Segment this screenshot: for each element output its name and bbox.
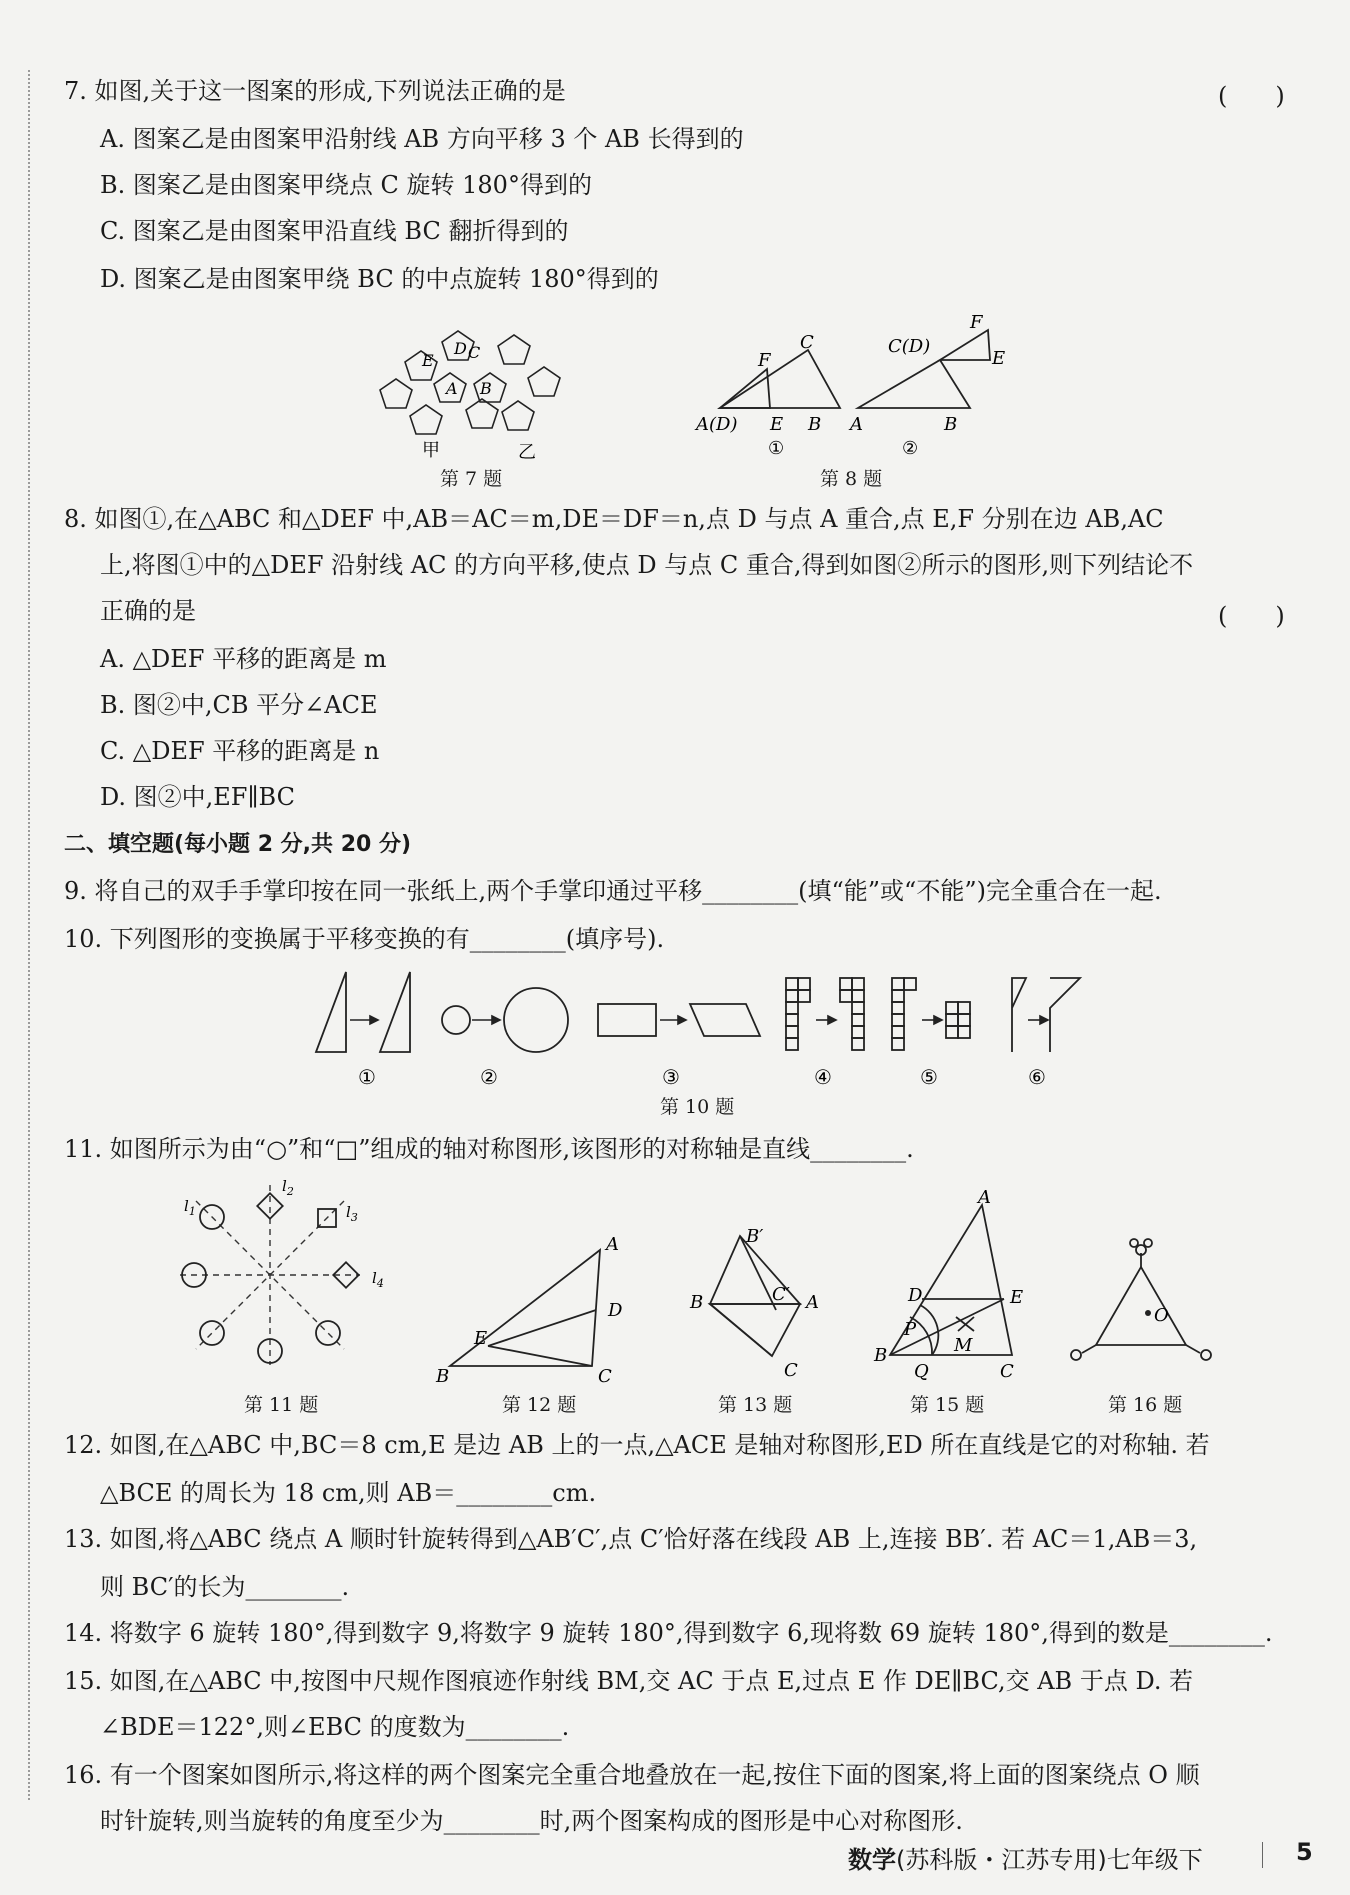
- svg-text:E: E: [422, 351, 434, 370]
- q7-pentagon-figure: [370, 318, 570, 463]
- q14-text: 14. 将数字 6 旋转 180°,得到数字 9,将数字 9 旋转 180°,得到数字 6,现将数 69 旋转 180°,得到的数是________.: [64, 1619, 1273, 1647]
- svg-text:F: F: [758, 350, 771, 371]
- footer-divider: [1262, 1842, 1263, 1868]
- svg-text:l1: $l_1$: [184, 1197, 196, 1218]
- svg-text:C: C: [800, 332, 814, 353]
- q7-label-jia: 甲: [422, 440, 440, 461]
- q16-caption: 第 16 题: [1108, 1394, 1183, 1416]
- q16-line1: 16. 有一个图案如图所示,将这样的两个图案完全重合地叠放在一起,按住下面的图案,将上面的图案绕点 O 顺: [64, 1761, 1200, 1789]
- q7-stem: 7. 如图,关于这一图案的形成,下列说法正确的是: [64, 77, 566, 105]
- svg-text:A: A: [606, 1234, 619, 1255]
- q8-option-d: D. 图②中,EF∥BC: [100, 783, 295, 811]
- svg-text:A: A: [446, 379, 458, 398]
- q12-line1: 12. 如图,在△ABC 中,BC＝8 cm,E 是边 AB 上的一点,△ACE 是轴对称图形,ED 所在直线是它的对称轴. 若: [64, 1431, 1210, 1459]
- svg-text:Q: Q: [914, 1361, 929, 1382]
- svg-text:A: A: [978, 1187, 991, 1208]
- svg-text:O: O: [1154, 1305, 1169, 1326]
- pentagon-shape: [528, 367, 560, 396]
- q7-option-a: A. 图案乙是由图案甲沿射线 AB 方向平移 3 个 AB 长得到的: [100, 125, 744, 153]
- svg-text:l4: $l_4$: [372, 1269, 384, 1290]
- q7-option-c: C. 图案乙是由图案甲沿直线 BC 翻折得到的: [100, 217, 569, 245]
- svg-text:D: D: [608, 1300, 623, 1321]
- footer-subject: 数学: [848, 1846, 896, 1874]
- q13-line1: 13. 如图,将△ABC 绕点 A 顺时针旋转得到△AB′C′,点 C′恰好落在线段 AB 上,连接 BB′. 若 AC＝1,AB＝3,: [64, 1525, 1198, 1553]
- svg-text:B′: B′: [746, 1226, 764, 1247]
- svg-text:B: B: [808, 414, 822, 435]
- page-footer: [848, 1840, 1203, 1875]
- svg-text:A(D): A(D): [696, 414, 738, 435]
- q13-caption: 第 13 题: [718, 1394, 793, 1416]
- q15-line2: ∠BDE＝122°,则∠EBC 的度数为________.: [100, 1713, 570, 1741]
- q7-caption: 第 7 题: [440, 468, 503, 490]
- q7-label-yi: 乙: [518, 442, 536, 463]
- q13-line2: 则 BC′的长为________.: [100, 1573, 350, 1601]
- q8-option-a: A. △DEF 平移的距离是 m: [100, 645, 387, 673]
- pentagon-shape: [502, 401, 534, 430]
- triangle-def-fig2: [940, 330, 990, 360]
- q10-label-1: ①: [358, 1065, 376, 1089]
- svg-text:C: C: [598, 1366, 612, 1387]
- svg-text:l3: $l_3$: [346, 1203, 358, 1224]
- q10-transform-figure: [310, 968, 1090, 1098]
- triangle-def-fig1: [720, 369, 770, 408]
- q10-label-5: ⑤: [920, 1065, 938, 1089]
- svg-text:l2: $l_2$: [282, 1177, 294, 1198]
- page-number: 5: [1296, 1838, 1313, 1866]
- svg-text:B: B: [874, 1345, 888, 1366]
- svg-text:C(D): C(D): [888, 336, 931, 357]
- q8-triangle-figures: [690, 312, 1020, 460]
- q10-label-4: ④: [814, 1065, 832, 1089]
- svg-text:A: A: [850, 414, 863, 435]
- q8-stem-line3: 正确的是: [100, 597, 196, 625]
- svg-text:E: E: [1010, 1287, 1024, 1308]
- q8-stem-line1: 8. 如图①,在△ABC 和△DEF 中,AB＝AC＝m,DE＝DF＝n,点 D 与点 A 重合,点 E,F 分别在边 AB,AC: [64, 505, 1164, 533]
- q10-label-2: ②: [480, 1065, 498, 1089]
- q11-caption: 第 11 题: [244, 1394, 319, 1416]
- q9-text: 9. 将自己的双手手掌印按在同一张纸上,两个手掌印通过平移________(填“能”或“不能”)完全重合在一起.: [64, 877, 1162, 905]
- q15-construction-figure: [870, 1187, 1040, 1390]
- q8-stem-line2: 上,将图①中的△DEF 沿射线 AC 的方向平移,使点 D 与点 C 重合,得到如图②所示的图形,则下列结论不: [100, 551, 1194, 579]
- triangle-abc-fig2: [858, 360, 970, 408]
- footer-edition: (苏科版・江苏专用)七年级下: [896, 1846, 1203, 1874]
- q12-caption: 第 12 题: [502, 1394, 577, 1416]
- svg-text:A: A: [806, 1292, 819, 1313]
- q8-option-b: B. 图②中,CB 平分∠ACE: [100, 691, 378, 719]
- q10-label-3: ③: [662, 1065, 680, 1089]
- q11-text: 11. 如图所示为由“○”和“□”组成的轴对称图形,该图形的对称轴是直线________.: [64, 1135, 914, 1163]
- q15-line1: 15. 如图,在△ABC 中,按图中尺规作图痕迹作射线 BM,交 AC 于点 E,过点 E 作 DE∥BC,交 AB 于点 D. 若: [64, 1667, 1194, 1695]
- q7-answer-paren: ( ): [1218, 82, 1285, 110]
- q8-answer-paren: ( ): [1218, 602, 1285, 630]
- svg-text:B: B: [690, 1292, 704, 1313]
- pentagon-shape: [466, 399, 498, 428]
- q15-caption: 第 15 题: [910, 1394, 985, 1416]
- q16-line2: 时针旋转,则当旋转的角度至少为________时,两个图案构成的图形是中心对称图形.: [100, 1807, 963, 1835]
- pentagon-shape: [498, 335, 530, 364]
- q8-option-c: C. △DEF 平移的距离是 n: [100, 737, 380, 765]
- q10-label-6: ⑥: [1028, 1065, 1046, 1089]
- q13-rotation-figure: [680, 1226, 850, 1381]
- svg-text:M: M: [954, 1335, 973, 1356]
- q12-line2: △BCE 的周长为 18 cm,则 AB＝________cm.: [100, 1479, 597, 1507]
- q7-option-d: D. 图案乙是由图案甲绕 BC 的中点旋转 180°得到的: [100, 265, 659, 293]
- q10-caption: 第 10 题: [660, 1096, 735, 1118]
- q7-option-b: B. 图案乙是由图案甲绕点 C 旋转 180°得到的: [100, 171, 592, 199]
- svg-text:E: E: [992, 348, 1006, 369]
- q11-symmetry-figure: [170, 1175, 400, 1375]
- q8-label-fig2: ②: [902, 438, 919, 459]
- svg-text:E: E: [770, 414, 784, 435]
- svg-text:B: B: [944, 414, 958, 435]
- svg-text:D: D: [454, 339, 467, 358]
- svg-text:C: C: [468, 343, 481, 362]
- binding-margin-line: [28, 70, 30, 1800]
- q8-label-fig1: ①: [768, 438, 785, 459]
- svg-text:F: F: [970, 312, 983, 333]
- svg-text:P: P: [904, 1319, 917, 1340]
- q10-stem: 10. 下列图形的变换属于平移变换的有________(填序号).: [64, 925, 665, 953]
- q16-pattern-figure: [1060, 1245, 1220, 1375]
- svg-text:D: D: [908, 1285, 923, 1306]
- section-2-heading: 二、填空题(每小题 2 分,共 20 分): [64, 832, 412, 857]
- q8-caption: 第 8 题: [820, 468, 883, 490]
- pentagon-shape: [410, 405, 442, 434]
- svg-text:B: B: [436, 1366, 450, 1387]
- svg-text:C: C: [784, 1360, 798, 1381]
- svg-text:C′: C′: [772, 1284, 790, 1305]
- q12-triangle-figure: [430, 1228, 650, 1387]
- svg-text:E: E: [474, 1328, 488, 1349]
- triangle-abc-fig1: [720, 350, 840, 408]
- svg-text:C: C: [1000, 1361, 1014, 1382]
- svg-text:B: B: [480, 379, 492, 398]
- pentagon-shape: [380, 379, 412, 408]
